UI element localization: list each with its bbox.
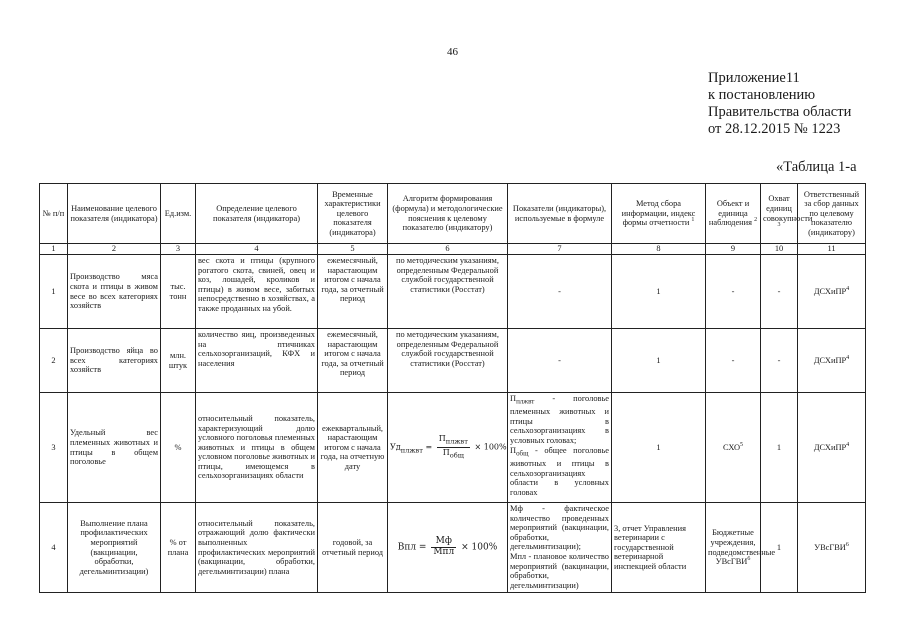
algorithm: по методическим указаниям, определенным Федеральной службой государственной статистики (Росстат) xyxy=(388,329,508,393)
time-characteristic: ежеквартальный, нарастающим итогом с начала года, на отчетную дату xyxy=(318,393,388,503)
column-number: 6 xyxy=(388,244,508,255)
table-row xyxy=(40,255,866,329)
table-caption: «Таблица 1-а xyxy=(776,159,857,175)
definition: количество яиц, произведенных на птичниках сельхозорганизаций, КФХ и населения xyxy=(196,329,318,393)
header-cell: Показатели (индикаторы), используемые в формуле xyxy=(508,184,612,244)
coverage: 1 xyxy=(761,503,798,593)
collection-method: 1 xyxy=(612,255,706,329)
unit: % от плана xyxy=(161,503,196,593)
observation-object: СХО$^5$ xyxy=(706,393,761,503)
formula: $Уд_{плжвт}$ = $\frac{П_{плжвт}}{П_{общ}}$ × 100% xyxy=(388,393,508,503)
observation-object: - xyxy=(706,255,761,329)
header-cell: Определение целевого показателя (индикатора) xyxy=(196,184,318,244)
formula-indicators: - xyxy=(508,255,612,329)
indicator-name: Выполнение плана профилактических мероприятий (вакцинации, обработки, дегельминтизации) xyxy=(68,503,161,593)
coverage: - xyxy=(761,255,798,329)
column-number-row xyxy=(40,244,866,255)
responsible: ДСХиПР$^4$ xyxy=(798,329,866,393)
header-cell: Метод сбора информации, индекс формы отчетности $^1$ xyxy=(612,184,706,244)
header-cell: Алгоритм формирования (формула) и методологические пояснения к целевому показателю (индикатору) xyxy=(388,184,508,244)
column-number: 2 xyxy=(68,244,161,255)
indicators-table xyxy=(39,183,866,593)
coverage: - xyxy=(761,329,798,393)
table-row xyxy=(40,329,866,393)
header-cell: Объект и единица наблюдения $^2$ xyxy=(706,184,761,244)
column-number: 9 xyxy=(706,244,761,255)
table-row xyxy=(40,503,866,593)
header-cell: Охват единиц совокупности $^3$ xyxy=(761,184,798,244)
table-row xyxy=(40,393,866,503)
coverage: 1 xyxy=(761,393,798,503)
appendix-line: Правительства области xyxy=(708,104,852,120)
appendix-line: к постановлению xyxy=(708,87,816,103)
header-cell: Ед.изм. xyxy=(161,184,196,244)
appendix-line: Приложение11 xyxy=(708,70,800,86)
row-number: 4 xyxy=(40,503,68,593)
indicator-name: Производство мяса скота и птицы в живом весе во всех категориях хозяйств xyxy=(68,255,161,329)
column-number: 5 xyxy=(318,244,388,255)
header-cell: Временные характеристики целевого показателя (индикатора) xyxy=(318,184,388,244)
formula-indicators: Мф - фактическое количество проведенных мероприятий (вакцинации, обработки, дегельминтизации); Мпл - плановое количество мероприятий (вакцинации, обработки, дегельминтизации) xyxy=(508,503,612,593)
responsible: ДСХиПР$^4$ xyxy=(798,393,866,503)
column-number: 8 xyxy=(612,244,706,255)
collection-method: 1 xyxy=(612,393,706,503)
indicator-name: Производство яйца во всех категориях хозяйств xyxy=(68,329,161,393)
appendix-heading xyxy=(708,70,851,138)
header-cell: № п/п xyxy=(40,184,68,244)
column-number: 3 xyxy=(161,244,196,255)
table-header-row xyxy=(40,184,866,244)
unit: тыс. тонн xyxy=(161,255,196,329)
column-number: 1 xyxy=(40,244,68,255)
appendix-line: от 28.12.2015 № 1223 xyxy=(708,121,841,137)
time-characteristic: ежемесячный, нарастающим итогом с начала года, за отчетный период xyxy=(318,255,388,329)
page-number: 46 xyxy=(447,46,458,58)
definition: относительный показатель, характеризующий долю условного поголовья племенных животных и птицы в общем условном поголовье животных и птицы, имеющемся в сельхозорганизациях области xyxy=(196,393,318,503)
observation-object: Бюджетные учреждения, подведомственные УВсГВИ$^6$ xyxy=(706,503,761,593)
indicator-name: Удельный вес племенных животных и птицы в общем поголовье xyxy=(68,393,161,503)
time-characteristic: ежемесячный, нарастающим итогом с начала года, за отчетный период xyxy=(318,329,388,393)
header-cell: Наименование целевого показателя (индикатора) xyxy=(68,184,161,244)
row-number: 2 xyxy=(40,329,68,393)
header-cell: Ответственный за сбор данных по целевому показателю (индикатору) xyxy=(798,184,866,244)
collection-method: 3, отчет Управления ветеринарии с государственной ветеринарной инспекцией области xyxy=(612,503,706,593)
time-characteristic: годовой, за отчетный период xyxy=(318,503,388,593)
collection-method: 1 xyxy=(612,329,706,393)
column-number: 10 xyxy=(761,244,798,255)
unit: млн. штук xyxy=(161,329,196,393)
definition: относительный показатель, отражающий долю фактически выполненных профилактических мероприятий (вакцинации, обработки, дегельминтизации) плана xyxy=(196,503,318,593)
row-number: 3 xyxy=(40,393,68,503)
responsible: ДСХиПР$^4$ xyxy=(798,255,866,329)
algorithm: по методическим указаниям, определенным Федеральной службой государственной статистики (Росстат) xyxy=(388,255,508,329)
row-number: 1 xyxy=(40,255,68,329)
formula-indicators: - xyxy=(508,329,612,393)
formula-indicators: $П_{плжвт}$ - поголовье племенных животных и птицы в сельхозорганизациях в условных головах; $П_{общ}$ - общее поголовье животных и птицы в сельхозорганизациях области в условных головах xyxy=(508,393,612,503)
unit: % xyxy=(161,393,196,503)
definition: вес скота и птицы (крупного рогатого скота, свиней, овец и коз, лошадей, кроликов и птицы) в живом весе, забитых непосредственно в хозяйствах, а также проданных на убой. xyxy=(196,255,318,329)
column-number: 11 xyxy=(798,244,866,255)
column-number: 7 xyxy=(508,244,612,255)
formula: Впл = $\frac{Мф}{\text{Мпл}}$ × 100% xyxy=(388,503,508,593)
column-number: 4 xyxy=(196,244,318,255)
responsible: УВсГВИ$^6$ xyxy=(798,503,866,593)
observation-object: - xyxy=(706,329,761,393)
